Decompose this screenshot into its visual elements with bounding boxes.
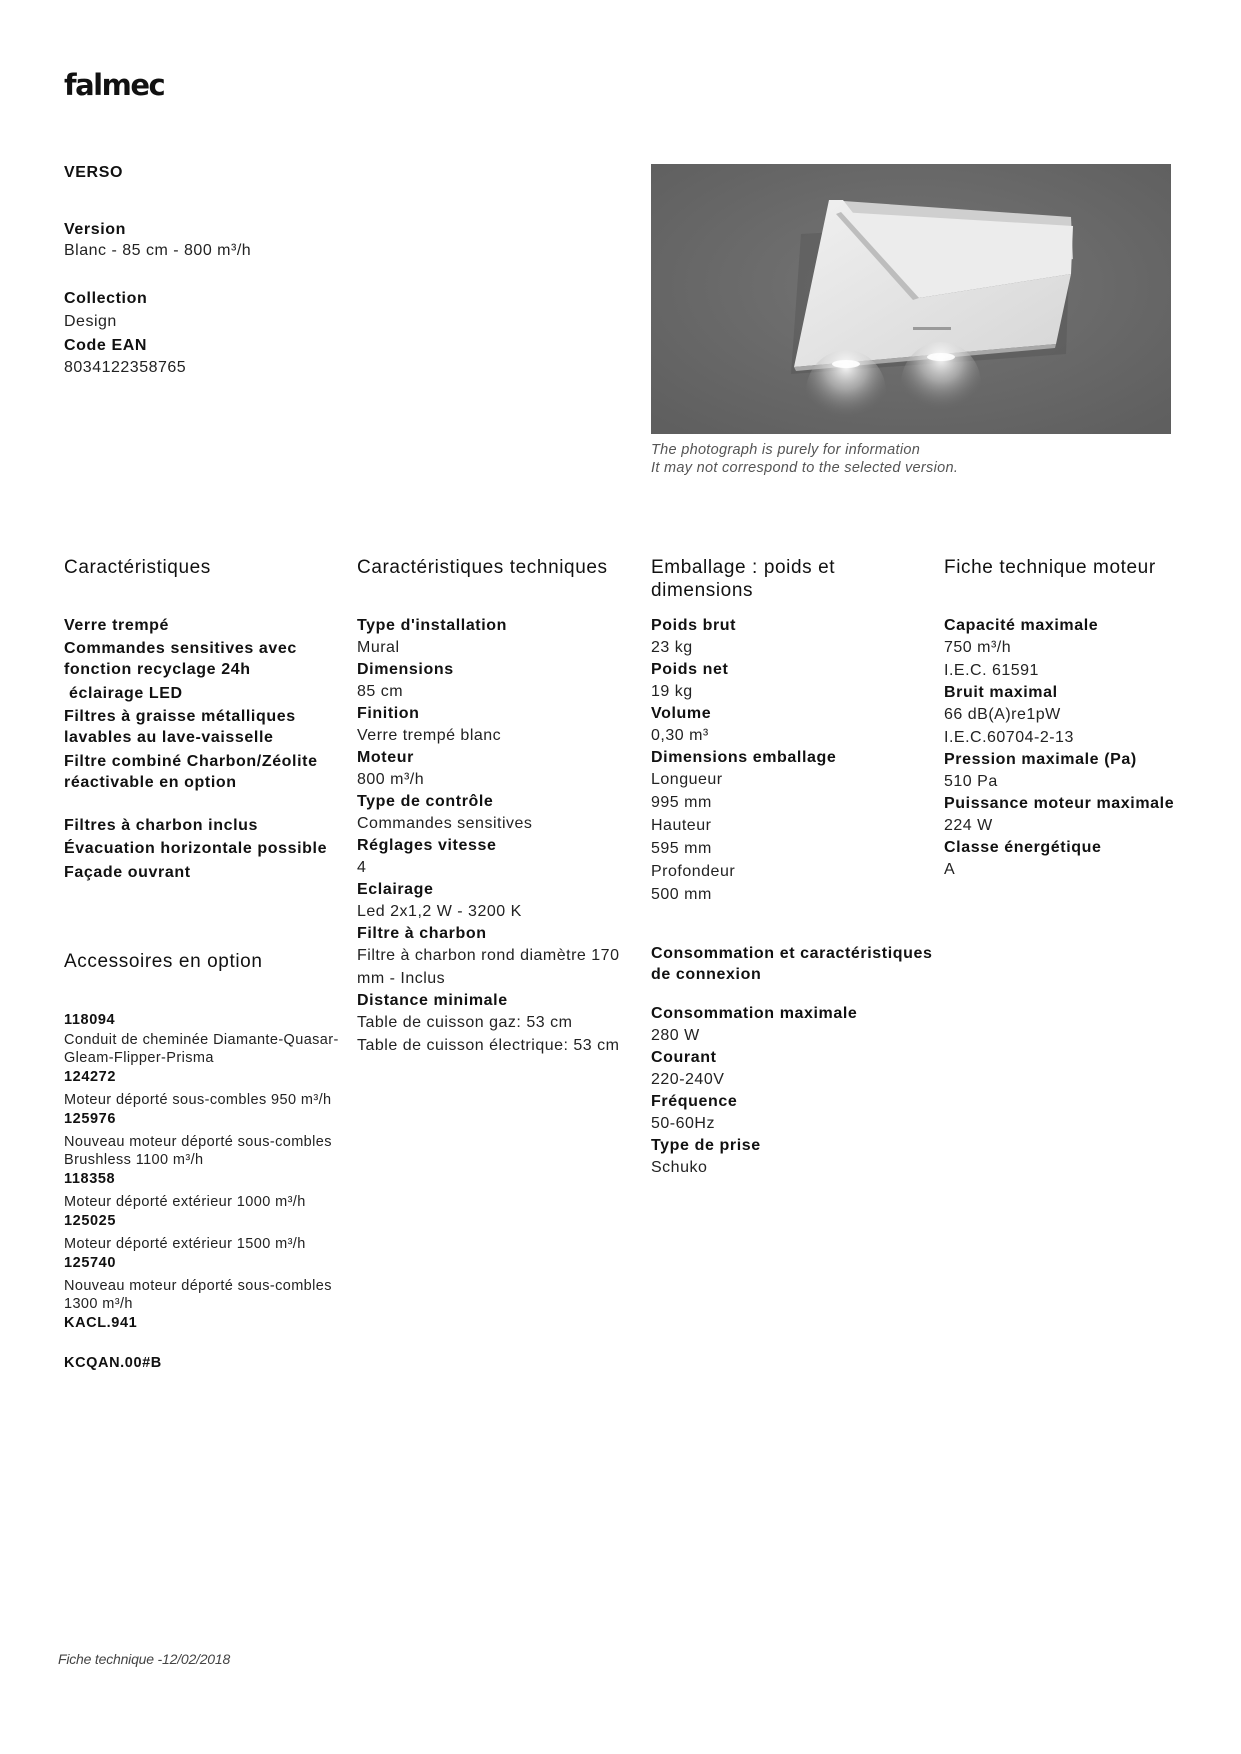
spec-label: Dimensions emballage xyxy=(651,749,837,766)
product-photo xyxy=(651,164,1171,434)
spec-value: I.E.C.60704-2-13 xyxy=(944,729,1074,746)
spec-value: 510 Pa xyxy=(944,773,998,790)
spec-value: 23 kg xyxy=(651,639,693,656)
spec-label: Fréquence xyxy=(651,1093,738,1110)
spec-value: 4 xyxy=(357,859,367,876)
photo-caption-line2: It may not correspond to the selected version. xyxy=(651,460,959,476)
spec-label: Moteur xyxy=(357,749,414,766)
spec-value: Filtre à charbon rond diamètre 170 mm - Inclus xyxy=(357,947,620,987)
accessory-code: 125025 xyxy=(64,1213,116,1229)
spec-value: Longueur xyxy=(651,771,723,788)
spec-value: 280 W xyxy=(651,1027,700,1044)
feature-item: Filtres à charbon inclus xyxy=(64,817,259,834)
spec-label: Poids net xyxy=(651,661,729,678)
spec-value: Verre trempé blanc xyxy=(357,727,502,744)
brand-logo: falmec xyxy=(64,68,165,102)
accessory-code: 118094 xyxy=(64,1012,116,1028)
feature-item: Commandes sensitives avec fonction recyclage 24h xyxy=(64,640,297,678)
spec-label: Dimensions xyxy=(357,661,454,678)
spec-label: Finition xyxy=(357,705,420,722)
spec-label: Eclairage xyxy=(357,881,434,898)
accessory-desc: Moteur déporté extérieur 1500 m³/h xyxy=(64,1236,306,1252)
accessory-code: 124272 xyxy=(64,1069,116,1085)
spec-value: Commandes sensitives xyxy=(357,815,533,832)
accessory-desc: Nouveau moteur déporté sous-combles Brushless 1100 m³/h xyxy=(64,1134,332,1168)
features-heading: Caractéristiques xyxy=(64,557,211,578)
footer-date: Fiche technique -12/02/2018 xyxy=(58,1651,231,1667)
accessories-list xyxy=(64,1010,349,1374)
spec-label: Classe énergétique xyxy=(944,839,1102,856)
spec-value: 85 cm xyxy=(357,683,404,700)
spec-value: Led 2x1,2 W - 3200 K xyxy=(357,903,522,920)
spec-label: Volume xyxy=(651,705,712,722)
spec-value: 0,30 m³ xyxy=(651,727,709,744)
accessory-desc: Moteur déporté extérieur 1000 m³/h xyxy=(64,1194,306,1210)
version-value: Blanc - 85 cm - 800 m³/h xyxy=(64,242,252,259)
accessory-code: KACL.941 xyxy=(64,1315,138,1331)
spec-label: Consommation maximale xyxy=(651,1005,858,1022)
spec-label: Filtre à charbon xyxy=(357,925,487,942)
spec-value: Table de cuisson gaz: 53 cm xyxy=(357,1014,573,1031)
accessories-heading: Accessoires en option xyxy=(64,951,263,972)
photo-caption-line1: The photograph is purely for information xyxy=(651,442,921,458)
spec-value: 50-60Hz xyxy=(651,1115,715,1132)
spec-label: Type de prise xyxy=(651,1137,761,1154)
accessory-desc: Nouveau moteur déporté sous-combles 1300 m³/h xyxy=(64,1278,332,1312)
accessory-code: KCQAN.00#B xyxy=(64,1355,162,1371)
tech-heading: Caractéristiques techniques xyxy=(357,557,608,578)
ean-value: 8034122358765 xyxy=(64,359,187,376)
accessory-desc: Moteur déporté sous-combles 950 m³/h xyxy=(64,1092,332,1108)
ean-label: Code EAN xyxy=(64,337,148,354)
connection-subheading: Consommation et caractéristiques de connexion xyxy=(651,945,933,983)
collection-value: Design xyxy=(64,313,117,330)
feature-item: Verre trempé xyxy=(64,617,170,634)
motor-list xyxy=(944,615,1234,881)
spec-label: Capacité maximale xyxy=(944,617,1099,634)
spec-value: Schuko xyxy=(651,1159,708,1176)
spec-value: 995 mm xyxy=(651,794,712,811)
product-name: VERSO xyxy=(64,164,124,181)
feature-item: Façade ouvrant xyxy=(64,864,191,881)
accessory-code: 125740 xyxy=(64,1255,116,1271)
spec-label: Réglages vitesse xyxy=(357,837,497,854)
features-list xyxy=(64,615,349,883)
spec-label: Type de contrôle xyxy=(357,793,494,810)
feature-item: Filtres à graisse métalliques lavables au lave-vaisselle xyxy=(64,708,296,746)
packaging-heading: Emballage : poids et dimensions xyxy=(651,557,836,601)
spec-value: 224 W xyxy=(944,817,993,834)
spec-label: Pression maximale (Pa) xyxy=(944,751,1137,768)
motor-heading: Fiche technique moteur xyxy=(944,557,1156,578)
photo-caption xyxy=(651,441,958,477)
spec-value: 800 m³/h xyxy=(357,771,425,788)
spec-label: Puissance moteur maximale xyxy=(944,795,1175,812)
spec-value: Profondeur xyxy=(651,863,736,880)
connection-list xyxy=(651,1003,936,1179)
spec-value: Table de cuisson électrique: 53 cm xyxy=(357,1037,620,1054)
collection-label: Collection xyxy=(64,290,148,307)
spec-value: 19 kg xyxy=(651,683,693,700)
spec-label: Courant xyxy=(651,1049,717,1066)
accessory-code: 118358 xyxy=(64,1171,116,1187)
spec-value: 66 dB(A)re1pW xyxy=(944,706,1061,723)
spec-label: Poids brut xyxy=(651,617,737,634)
accessory-desc: Conduit de cheminée Diamante-Quasar-Gleam-Flipper-Prisma xyxy=(64,1032,339,1066)
spec-value: Mural xyxy=(357,639,400,656)
spec-label: Distance minimale xyxy=(357,992,508,1009)
accessory-code: 125976 xyxy=(64,1111,116,1127)
spec-label: Type d'installation xyxy=(357,617,508,634)
spec-value: 750 m³/h xyxy=(944,639,1012,656)
spec-value: I.E.C. 61591 xyxy=(944,662,1039,679)
spec-value: Hauteur xyxy=(651,817,712,834)
tech-list xyxy=(357,615,647,1057)
spec-label: Bruit maximal xyxy=(944,684,1058,701)
spec-value: 595 mm xyxy=(651,840,712,857)
spec-value: A xyxy=(944,861,956,878)
feature-item: Filtre combiné Charbon/Zéolite réactivable en option xyxy=(64,753,318,791)
feature-item: Évacuation horizontale possible xyxy=(64,840,328,857)
feature-item: éclairage LED xyxy=(64,685,183,702)
version-label: Version xyxy=(64,221,127,238)
packaging-list xyxy=(651,615,936,906)
spec-value: 500 mm xyxy=(651,886,712,903)
spec-value: 220-240V xyxy=(651,1071,725,1088)
